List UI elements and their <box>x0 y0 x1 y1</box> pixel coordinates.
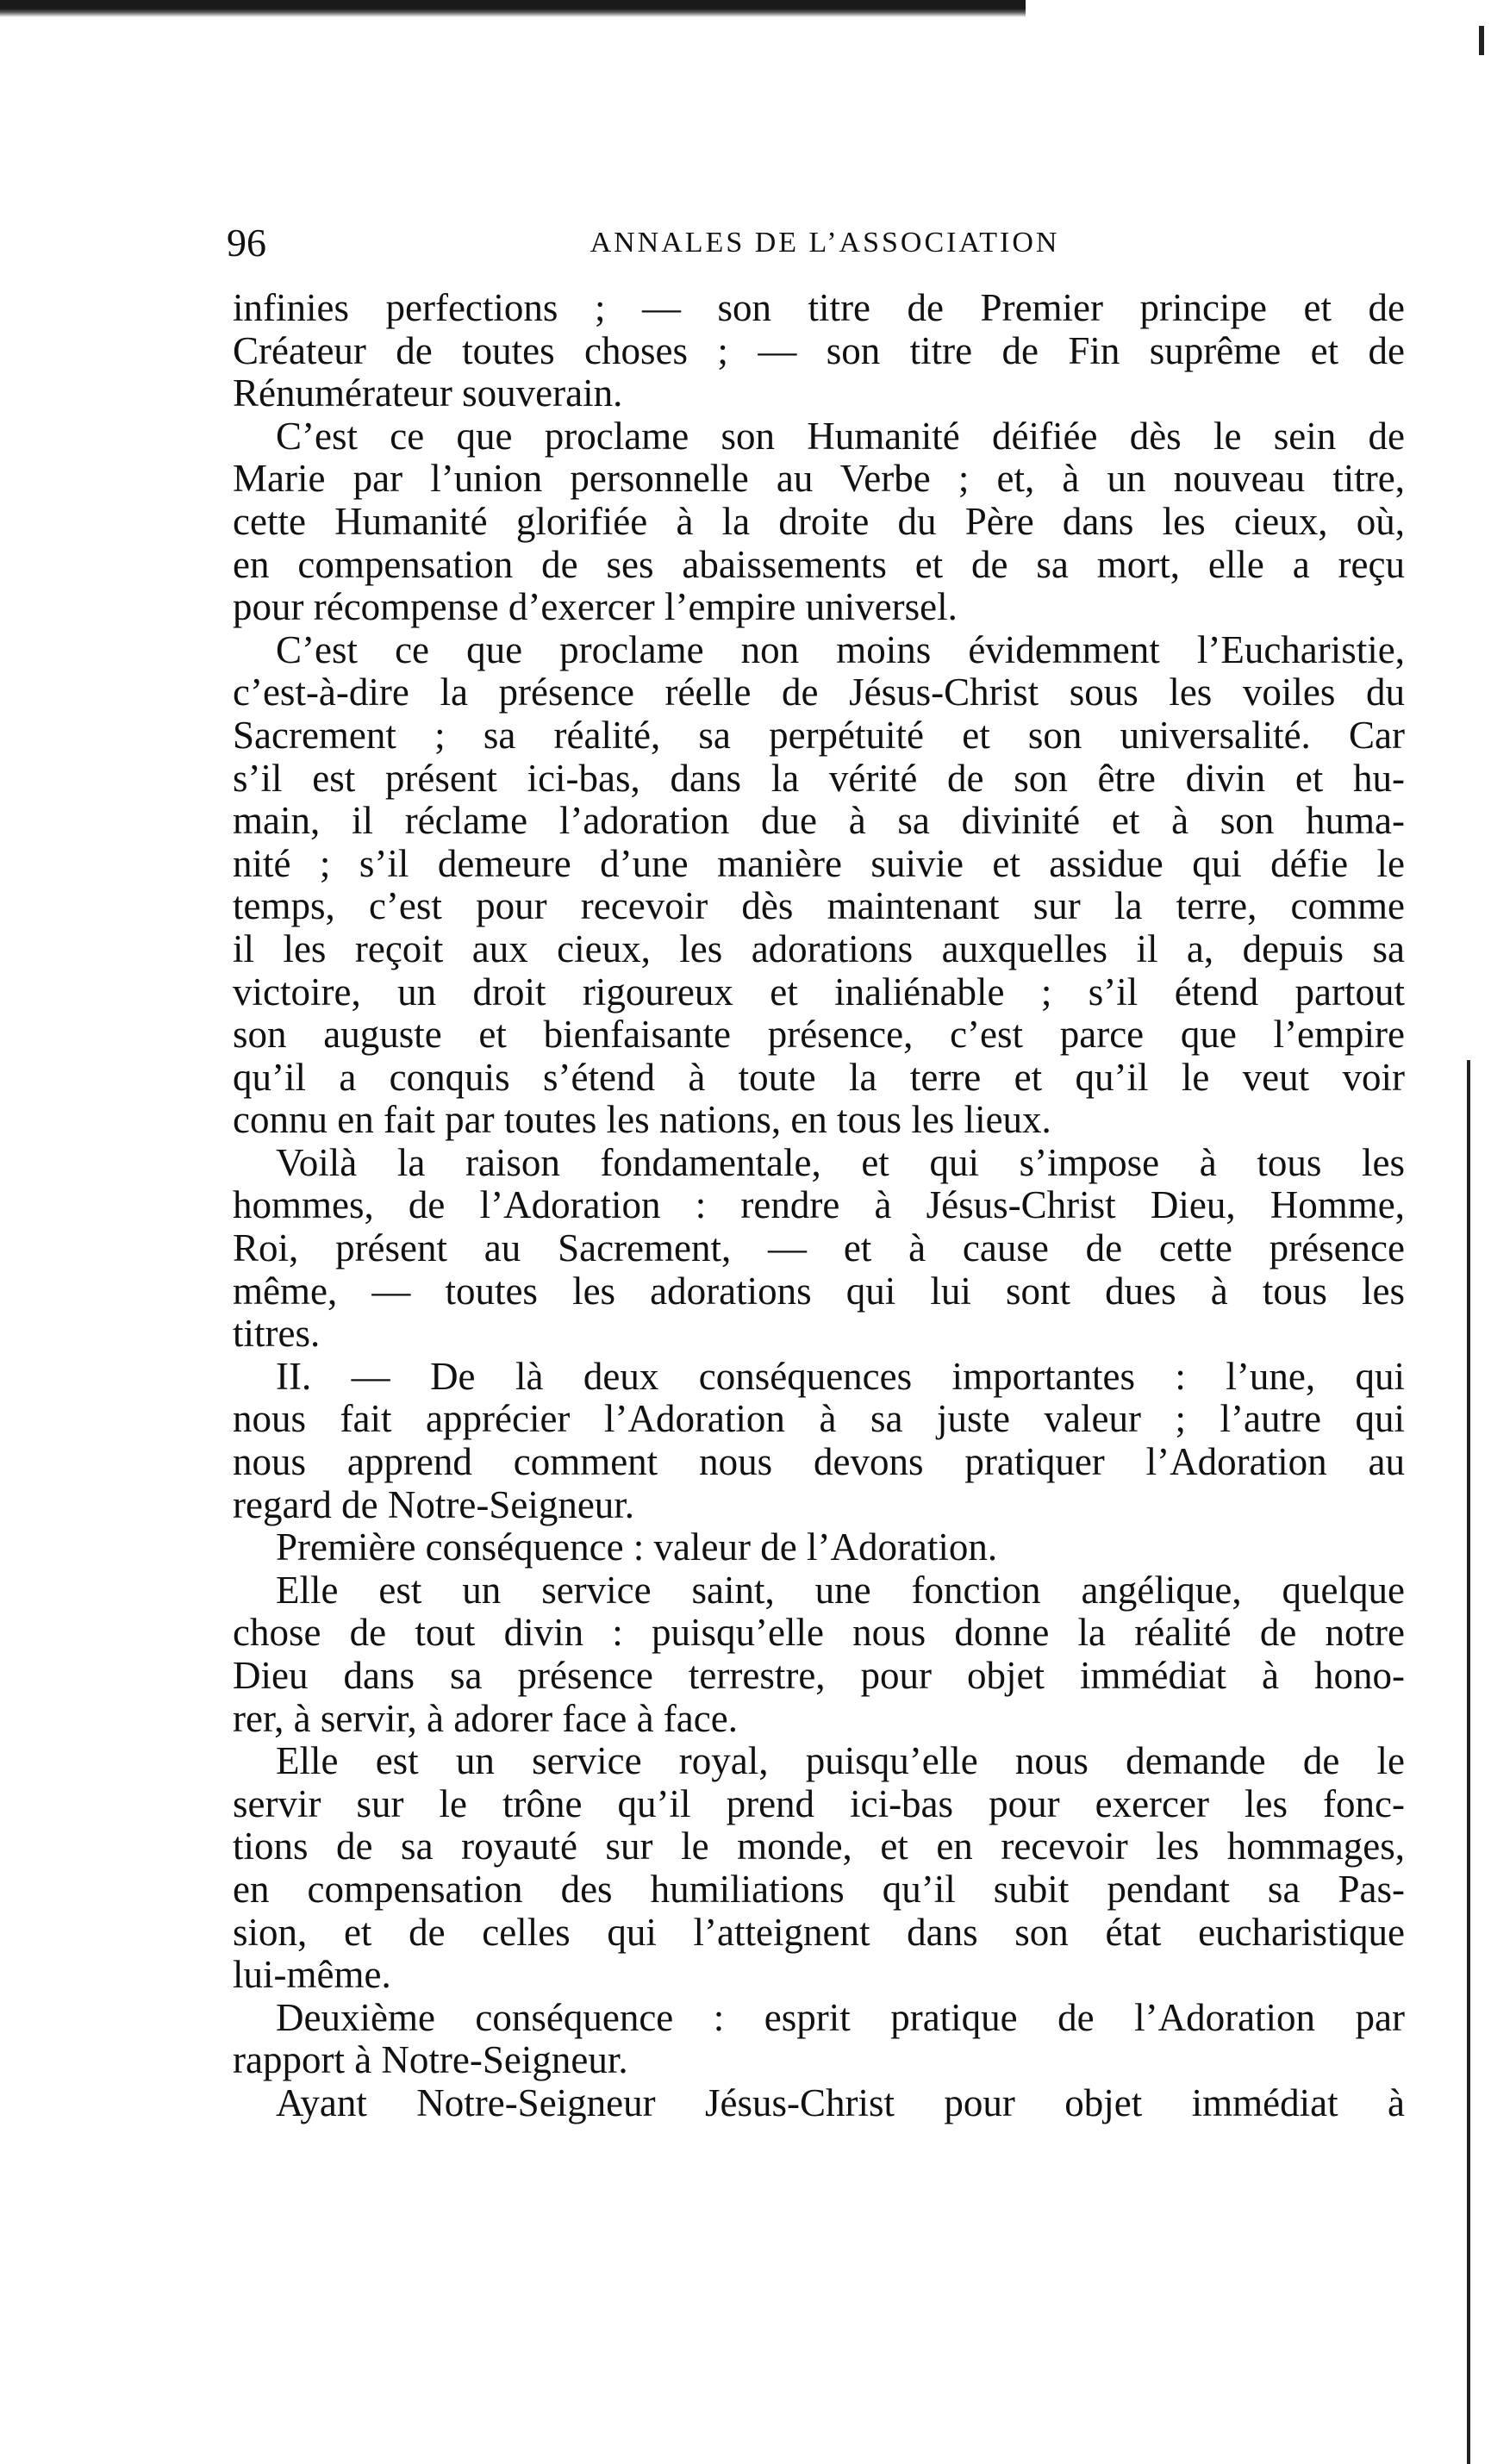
text-line: lui-même. <box>233 1953 391 1997</box>
scan-binding-line <box>1467 1060 1470 2464</box>
text-line: il les reçoit aux cieux, les adorations auxquelles il a, depuis sa <box>233 926 1405 970</box>
text-line: son auguste et bienfaisante présence, c’est parce que l’empire <box>233 1013 1405 1057</box>
text-line: hommes, de l’Adoration : rendre à Jésus-Christ Dieu, Homme, <box>233 1183 1405 1227</box>
text-line: connu en fait par toutes les nations, en tous les lieux. <box>233 1098 1051 1142</box>
text-line: nité ; s’il demeure d’une manière suivie et assidue qui défie le <box>233 841 1405 885</box>
text-line: sion, et de celles qui l’atteignent dans son état eucharistique <box>233 1910 1405 1954</box>
text-line: Rénumérateur souverain. <box>233 371 623 415</box>
body-text <box>233 287 1405 2125</box>
text-line: Première conséquence : valeur de l’Adoration. <box>276 1525 998 1569</box>
text-line: en compensation de ses abaissements et de sa mort, elle a reçu <box>233 542 1405 586</box>
text-line: s’il est présent ici-bas, dans la vérité de son être divin et hu- <box>233 756 1405 800</box>
text-line: temps, c’est pour recevoir dès maintenant sur la terre, comme <box>233 884 1405 928</box>
text-line: main, il réclame l’adoration due à sa divinité et à son huma- <box>233 799 1405 843</box>
text-line: C’est ce que proclame non moins évidemment l’Eucharistie, <box>276 627 1405 671</box>
text-line: qu’il a conquis s’étend à toute la terre et qu’il le veut voir <box>233 1055 1405 1099</box>
page-header <box>227 217 1406 269</box>
text-line: infinies perfections ; — son titre de Premier principe et de <box>233 286 1405 329</box>
text-line: Voilà la raison fondamentale, et qui s’impose à tous les <box>276 1140 1405 1184</box>
text-line: en compensation des humiliations qu’il subit pendant sa Pas- <box>233 1867 1405 1911</box>
running-head: ANNALES DE L’ASSOCIATION <box>590 227 1060 259</box>
text-line: Dieu dans sa présence terrestre, pour objet immédiat à hono- <box>233 1654 1405 1697</box>
text-line: même, — toutes les adorations qui lui sont dues à tous les <box>233 1269 1405 1313</box>
text-line: Sacrement ; sa réalité, sa perpétuité et son universalité. Car <box>233 713 1405 757</box>
text-line: cette Humanité glorifiée à la droite du Père dans les cieux, où, <box>233 499 1405 543</box>
page-number: 96 <box>227 221 266 265</box>
text-line: C’est ce que proclame son Humanité déifiée dès le sein de <box>276 414 1405 458</box>
text-line: nous apprend comment nous devons pratiquer l’Adoration au <box>233 1440 1405 1484</box>
text-line: Créateur de toutes choses ; — son titre de Fin suprême et de <box>233 328 1405 372</box>
text-line: Elle est un service saint, une fonction angélique, quelque <box>276 1568 1405 1612</box>
text-line: c’est-à-dire la présence réelle de Jésus-Christ sous les voiles du <box>233 671 1405 714</box>
text-line: Marie par l’union personnelle au Verbe ; et, à un nouveau titre, <box>233 457 1405 501</box>
text-line: pour récompense d’exercer l’empire universel. <box>233 585 958 629</box>
text-line: II. — De là deux conséquences importantes : l’une, qui <box>276 1354 1405 1398</box>
text-line: chose de tout divin : puisqu’elle nous donne la réalité de notre <box>233 1611 1405 1655</box>
text-line: nous fait apprécier l’Adoration à sa juste valeur ; l’autre qui <box>233 1397 1405 1441</box>
top-edge-rule <box>0 0 1026 17</box>
text-line: Deuxième conséquence : esprit pratique de l’Adoration par <box>276 1995 1405 2039</box>
text-line: victoire, un droit rigoureux et inaliénable ; s’il étend partout <box>233 970 1405 1014</box>
text-line: titres. <box>233 1312 321 1356</box>
text-line: Roi, présent au Sacrement, — et à cause de cette présence <box>233 1226 1405 1270</box>
text-line: regard de Notre-Seigneur. <box>233 1482 635 1526</box>
text-line: rer, à servir, à adorer face à face. <box>233 1696 738 1740</box>
text-line: tions de sa royauté sur le monde, et en recevoir les hommages, <box>233 1825 1405 1868</box>
text-line: rapport à Notre-Seigneur. <box>233 2038 628 2082</box>
scan-edge-mark <box>1479 26 1484 55</box>
text-line: Ayant Notre-Seigneur Jésus-Christ pour objet immédiat à <box>276 2080 1405 2124</box>
text-line: servir sur le trône qu’il prend ici-bas pour exercer les fonc- <box>233 1781 1405 1825</box>
text-line: Elle est un service royal, puisqu’elle nous demande de le <box>276 1739 1405 1783</box>
